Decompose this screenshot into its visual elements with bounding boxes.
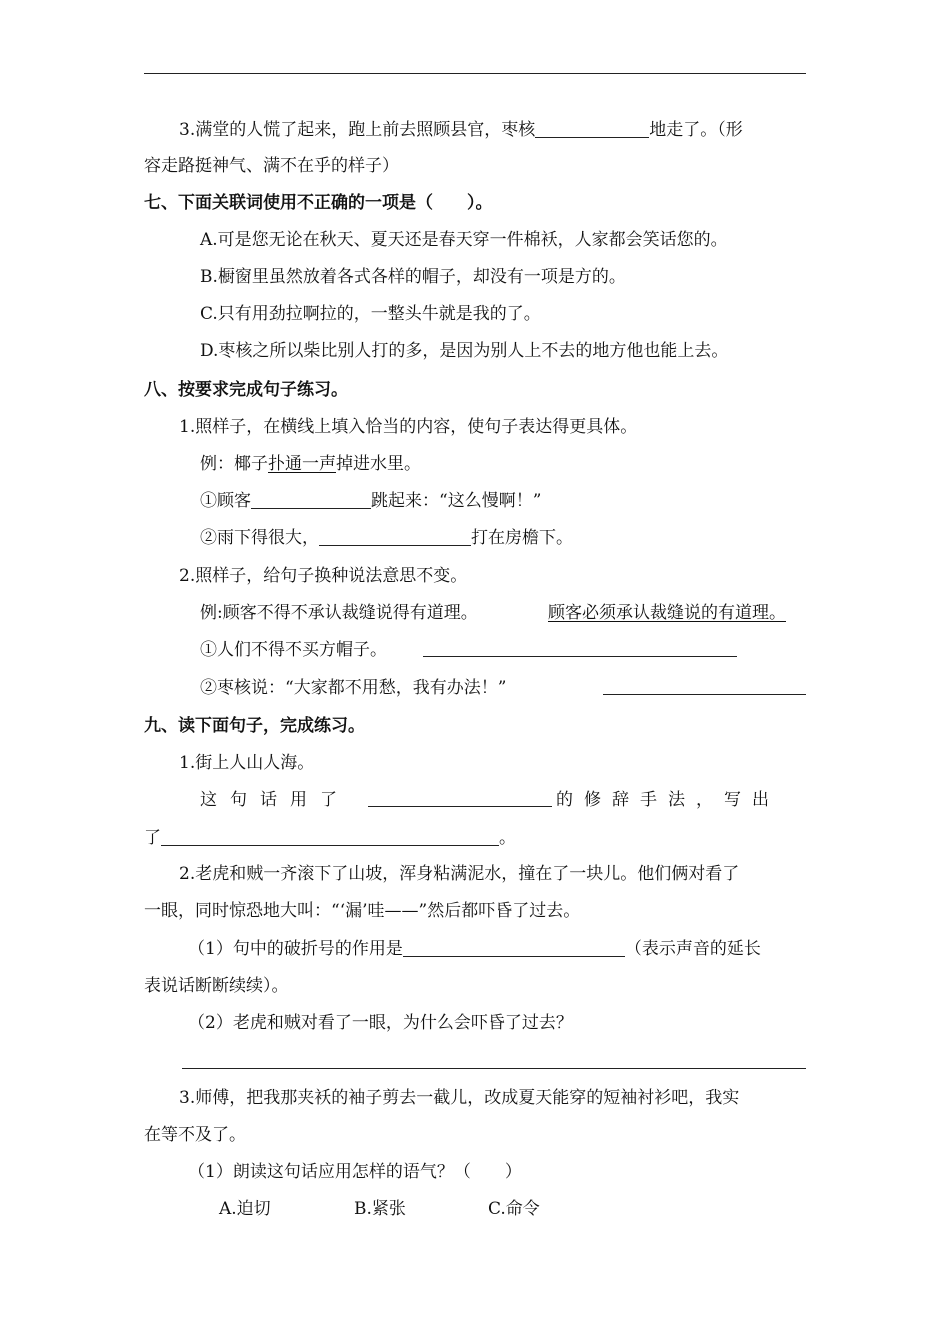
option-c: C.只有用劲拉啊拉的，一整头牛就是我的了。 — [200, 304, 541, 324]
s8-q2: 2.照样子，给句子换种说法意思不变。 — [179, 566, 468, 586]
answer-blank[interactable] — [251, 490, 371, 509]
s9-q3-line1: 3.师傅，把我那夹袄的袖子剪去一截儿，改成夏天能穿的短袖衬衫吧，我实 — [179, 1088, 740, 1108]
s8-q1: 1.照样子，在横线上填入恰当的内容，使句子表达得更具体。 — [179, 417, 638, 437]
section-7-title: 七、下面关联词使用不正确的一项是（ ）。 — [144, 193, 493, 213]
s8-example-2: 例:顾客不得不承认裁缝说得有道理。 — [200, 603, 478, 623]
q6-3-line2: 容走路挺神气、满不在乎的样子） — [144, 156, 399, 176]
s9-q1: 1.街上人山人海。 — [179, 753, 315, 773]
s9-q2-2: （2）老虎和贼对看了一眼，为什么会吓昏了过去？ — [188, 1013, 573, 1033]
choice-a: A.迫切 — [219, 1199, 271, 1219]
s9-q3-line2: 在等不及了。 — [144, 1125, 246, 1145]
s9-q2-line2: 一眼，同时惊恐地大叫：“‘漏’哇——”然后都吓昏了过去。 — [144, 901, 581, 921]
s8-example-2-answer: 顾客必须承认裁缝说的有道理。 — [548, 603, 786, 623]
choice-c: C.命令 — [488, 1199, 540, 1219]
answer-blank[interactable] — [535, 119, 649, 138]
s9-q2-line1: 2.老虎和贼一齐滚下了山坡，浑身粘满泥水，撞在了一块儿。他们俩对看了 — [179, 864, 740, 884]
s9-q1-line1: 这 句 话 用 了 — [200, 790, 337, 810]
choice-b: B.紧张 — [354, 1199, 406, 1219]
s8-item-1: ①顾客 跳起来：“这么慢啊！” — [200, 491, 542, 511]
s9-q3-1: （1）朗读这句话应用怎样的语气？（ ） — [188, 1162, 522, 1182]
answer-blank[interactable] — [368, 788, 552, 807]
option-d: D.枣核之所以柴比别人打的多，是因为别人上不去的地方他也能上去。 — [200, 341, 729, 361]
example-underlined: 扑通一声 — [268, 454, 336, 474]
answer-blank[interactable] — [603, 676, 806, 695]
answer-blank[interactable] — [319, 527, 471, 546]
s8-item-2: ②雨下得很大， 打在房檐下。 — [200, 528, 573, 548]
section-9-title: 九、读下面句子，完成练习。 — [144, 716, 365, 736]
s8-example-1: 例：椰子扑通一声掉进水里。 — [200, 454, 421, 474]
header-rule — [144, 73, 806, 74]
s9-q2-1: （1）句中的破折号的作用是 （表示声音的延长 — [188, 939, 761, 959]
s9-q1-line1-tail: 的 修 辞 手 法 ， 写 出 — [556, 790, 769, 810]
q6-3-text-b: 地走了。（形 — [649, 120, 743, 140]
answer-blank[interactable] — [423, 638, 737, 657]
q6-3-text-a: 3.满堂的人慌了起来，跑上前去照顾县官，枣核 — [179, 120, 536, 140]
q6-3-line1 — [179, 118, 743, 142]
s9-q2-1-cont: 表说话断断续续）。 — [144, 976, 289, 996]
section-8-title: 八、按要求完成句子练习。 — [144, 380, 348, 400]
s9-q1-line2: 了 。 — [144, 828, 516, 848]
answer-blank[interactable] — [161, 827, 499, 846]
answer-blank[interactable] — [182, 1050, 806, 1069]
answer-blank[interactable] — [403, 938, 625, 957]
option-b: B.橱窗里虽然放着各式各样的帽子，却没有一项是方的。 — [200, 267, 626, 287]
option-a: A.可是您无论在秋天、夏天还是春天穿一件棉袄，人家都会笑话您的。 — [200, 230, 728, 250]
s8-j2: ②枣核说：“大家都不用愁，我有办法！” — [200, 678, 507, 698]
s8-j1: ①人们不得不买方帽子。 — [200, 640, 387, 660]
